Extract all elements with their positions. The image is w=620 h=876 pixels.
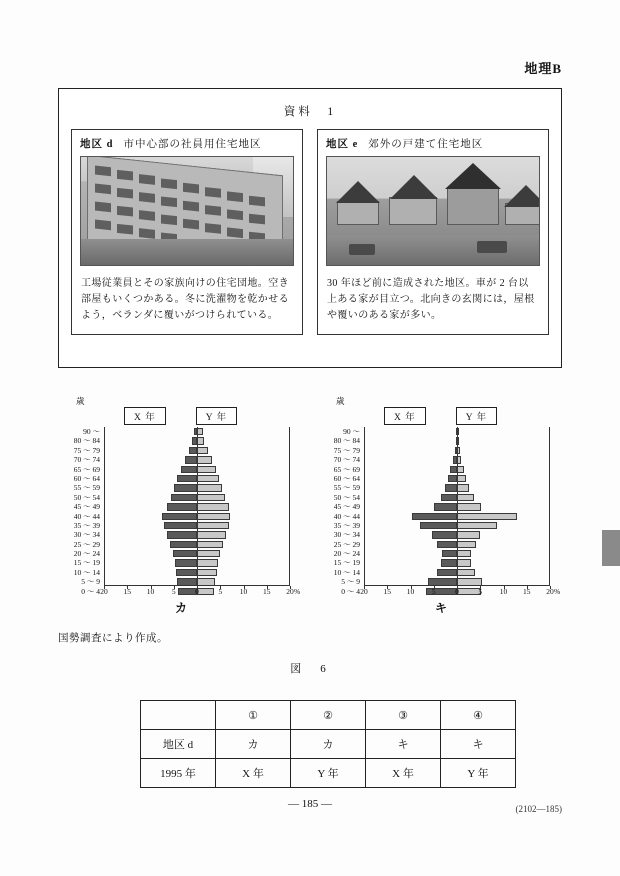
- bar-female: [457, 522, 497, 529]
- bar-male: [432, 531, 457, 538]
- page-title: 地理B: [524, 61, 562, 76]
- bar-male: [170, 541, 197, 548]
- panel-title-e: 郊外の戸建て住宅地区: [368, 139, 484, 150]
- bar-female: [197, 466, 216, 473]
- bar-female: [197, 437, 204, 444]
- pyramid-title-ka: カ: [174, 601, 187, 615]
- tick-label: 15: [523, 587, 531, 596]
- bar-female: [197, 428, 203, 435]
- bar-female: [457, 494, 474, 501]
- bar-female: [197, 531, 226, 538]
- age-label: 80 ～ 84: [73, 436, 100, 446]
- bar-female: [197, 447, 208, 454]
- legend-x-year-ka: X 年: [124, 407, 166, 425]
- tick-label: 5: [218, 587, 223, 596]
- panel-caption-e: 30 年ほど前に造成された地区。車が 2 台以上ある家が目立つ。北向きの玄関には，屋根や覆いのある家が多い。: [327, 278, 535, 321]
- bar-female: [457, 447, 460, 454]
- axis-unit-age-ka: 歳: [76, 396, 85, 406]
- source-note: 国勢調査により作成。: [58, 633, 168, 644]
- table-cell-r1c3: キ: [366, 730, 441, 759]
- page-number: — 185 —: [288, 798, 332, 810]
- ground-region: [81, 239, 293, 265]
- bar-female: [197, 513, 230, 520]
- bar-male: [441, 559, 457, 566]
- bar-male: [162, 513, 197, 520]
- bar-male: [437, 541, 457, 548]
- table-col-3: ③: [366, 701, 441, 730]
- age-label: 30 ～ 34: [73, 530, 100, 540]
- bar-female: [197, 494, 225, 501]
- tick-label: 5: [171, 587, 176, 596]
- house-1: [337, 201, 379, 225]
- bar-female: [457, 569, 475, 576]
- age-label: 40 ～ 44: [333, 511, 360, 521]
- table-cell-r1c2: カ: [291, 730, 366, 759]
- plot-area-ka: [66, 427, 296, 596]
- age-label: 10 ～ 14: [73, 567, 100, 577]
- bars-ka: [104, 427, 290, 585]
- legend-y-year-ki: Y 年: [456, 407, 497, 425]
- legend-y-year-ka: Y 年: [196, 407, 237, 425]
- tick-label: 10: [146, 587, 155, 596]
- bar-female: [457, 466, 464, 473]
- age-label: 40 ～ 44: [73, 511, 100, 521]
- x-ticks-ka: [100, 586, 294, 598]
- tick-label: 15: [263, 587, 271, 596]
- age-label: 0 ～ 4: [81, 586, 100, 596]
- legend-ka: [124, 407, 237, 425]
- panel-heading-e: [318, 130, 548, 156]
- age-label: 30 ～ 34: [333, 530, 360, 540]
- panel-caption-d: 工場従業員とその家族向けの住宅団地。空き部屋もいくつかある。冬に洗濯物を乾かせるよう，ベランダに覆いがつけられている。: [81, 278, 289, 321]
- bar-male: [189, 447, 197, 454]
- plot-area-ki: [326, 427, 556, 596]
- house-2: [389, 197, 437, 225]
- table-row-label-2: 1995 年: [141, 759, 216, 788]
- age-label: 0 ～ 4: [341, 586, 360, 596]
- table-cell-r2c1: X 年: [216, 759, 291, 788]
- table-col-1: ①: [216, 701, 291, 730]
- bar-female: [457, 559, 471, 566]
- age-label: 60 ～ 64: [333, 473, 360, 483]
- pyramid-chart-ki: [326, 395, 561, 615]
- bar-female: [457, 437, 459, 444]
- document-code: (2102—185): [515, 804, 562, 814]
- age-label: 45 ～ 49: [333, 502, 360, 512]
- edge-registration-mark: [602, 530, 620, 566]
- panel-title-d: 市中心部の社員用住宅地区: [123, 139, 262, 150]
- table-row: [141, 730, 516, 759]
- age-label: 90 ～: [343, 427, 360, 436]
- tick-label: 15: [383, 587, 391, 596]
- tick-label: 10: [406, 587, 415, 596]
- bar-male: [164, 522, 197, 529]
- detached-houses-photo: [326, 156, 540, 266]
- age-label: 15 ～ 19: [73, 558, 100, 568]
- bar-female: [197, 484, 222, 491]
- apartment-block-photo: [80, 156, 294, 266]
- car-1: [349, 244, 375, 255]
- age-label: 75 ～ 79: [333, 445, 360, 455]
- age-label: 55 ～ 59: [333, 483, 360, 493]
- age-label: 45 ～ 49: [73, 502, 100, 512]
- bar-male: [441, 494, 457, 501]
- age-label: 65 ～ 69: [73, 464, 100, 474]
- age-label: 10 ～ 14: [333, 567, 360, 577]
- table-row: [141, 759, 516, 788]
- bar-male: [442, 550, 457, 557]
- tick-label: 5: [431, 587, 436, 596]
- age-label: 60 ～ 64: [73, 473, 100, 483]
- bar-female: [197, 541, 223, 548]
- house-3: [447, 187, 499, 225]
- tick-label: 10: [499, 587, 508, 596]
- table-cell-r1c4: キ: [441, 730, 516, 759]
- roof-4: [504, 185, 540, 207]
- bar-female: [457, 475, 466, 482]
- bar-male: [174, 484, 197, 491]
- bar-female: [197, 559, 218, 566]
- age-label: 70 ～ 74: [73, 455, 100, 465]
- age-label: 25 ～ 29: [73, 539, 100, 549]
- age-label: 50 ～ 54: [333, 492, 360, 502]
- tick-label: 20: [286, 587, 294, 596]
- bar-female: [457, 456, 461, 463]
- age-label: 20 ～ 24: [333, 549, 360, 559]
- age-label: 70 ～ 74: [333, 455, 360, 465]
- age-label: 65 ～ 69: [333, 464, 360, 474]
- bar-male: [176, 569, 197, 576]
- bar-female: [457, 550, 471, 557]
- table-cell-r2c3: X 年: [366, 759, 441, 788]
- bar-female: [457, 503, 481, 510]
- bar-female: [197, 456, 212, 463]
- table-col-4: ④: [441, 701, 516, 730]
- bar-female: [197, 550, 220, 557]
- x-axis-unit-ki: %: [554, 587, 561, 596]
- bar-female: [197, 475, 219, 482]
- table-cell-r2c4: Y 年: [441, 759, 516, 788]
- panel-heading-d: [72, 130, 302, 156]
- age-label: 35 ～ 39: [333, 520, 360, 530]
- material-panel-e: [317, 129, 549, 335]
- tick-label: 20: [360, 587, 368, 596]
- table-header-row: [141, 701, 516, 730]
- legend-ki: [384, 407, 497, 425]
- tick-label: 15: [123, 587, 131, 596]
- age-label: 75 ～ 79: [73, 445, 100, 455]
- age-label: 90 ～: [83, 427, 100, 436]
- material-title: 資料 1: [283, 106, 337, 118]
- figure-label: 図 6: [290, 663, 330, 675]
- age-label: 20 ～ 24: [73, 549, 100, 559]
- age-label: 15 ～ 19: [333, 558, 360, 568]
- bar-female: [457, 428, 459, 435]
- age-label: 55 ～ 59: [73, 483, 100, 493]
- legend-x-year-ki: X 年: [384, 407, 426, 425]
- age-label: 80 ～ 84: [333, 436, 360, 446]
- bar-male: [175, 559, 197, 566]
- bars-ki: [364, 427, 550, 585]
- panel-code-e: 地区 e: [326, 139, 359, 150]
- x-ticks-ki: [360, 586, 554, 598]
- bar-male: [177, 475, 197, 482]
- bar-male: [181, 466, 197, 473]
- roof-1: [336, 181, 380, 203]
- age-label: 50 ～ 54: [73, 492, 100, 502]
- bar-male: [420, 522, 457, 529]
- tick-label: 0: [195, 587, 199, 596]
- bar-male: [434, 503, 457, 510]
- table-row-label-1: 地区 d: [141, 730, 216, 759]
- bar-female: [457, 484, 469, 491]
- bar-male: [445, 484, 457, 491]
- tick-label: 20: [100, 587, 108, 596]
- answer-table: [140, 700, 516, 788]
- x-axis-unit-ka: %: [294, 587, 301, 596]
- table-cell-r1c1: カ: [216, 730, 291, 759]
- bar-male: [412, 513, 457, 520]
- material-panels: [71, 129, 549, 335]
- material-box: [58, 88, 562, 368]
- age-label: 35 ～ 39: [73, 520, 100, 530]
- material-panel-d: [71, 129, 303, 335]
- bar-male: [448, 475, 457, 482]
- age-label: 5 ～ 9: [81, 577, 100, 587]
- tick-label: 0: [455, 587, 459, 596]
- bar-male: [171, 494, 197, 501]
- bar-male: [437, 569, 457, 576]
- age-label: 5 ～ 9: [341, 577, 360, 587]
- bar-male: [450, 466, 457, 473]
- bar-female: [457, 513, 517, 520]
- roof-2: [390, 175, 438, 199]
- bar-female: [197, 503, 229, 510]
- axis-unit-age-ki: 歳: [336, 396, 345, 406]
- panel-code-d: 地区 d: [80, 139, 114, 150]
- bar-male: [167, 503, 197, 510]
- bar-male: [167, 531, 197, 538]
- bar-male: [185, 456, 197, 463]
- bar-male: [173, 550, 197, 557]
- table-col-2: ②: [291, 701, 366, 730]
- bar-female: [457, 541, 476, 548]
- tick-label: 20: [546, 587, 554, 596]
- population-pyramid-charts: [58, 395, 562, 615]
- tick-label: 10: [239, 587, 248, 596]
- table-corner-cell: [141, 701, 216, 730]
- table-cell-r2c2: Y 年: [291, 759, 366, 788]
- bar-female: [197, 522, 229, 529]
- roof-3: [445, 163, 501, 189]
- age-label: 25 ～ 29: [333, 539, 360, 549]
- pyramid-title-ki: キ: [434, 601, 447, 615]
- bar-female: [457, 531, 480, 538]
- car-2: [477, 241, 507, 253]
- pyramid-chart-ka: [66, 395, 301, 615]
- tick-label: 5: [478, 587, 483, 596]
- bar-female: [197, 569, 217, 576]
